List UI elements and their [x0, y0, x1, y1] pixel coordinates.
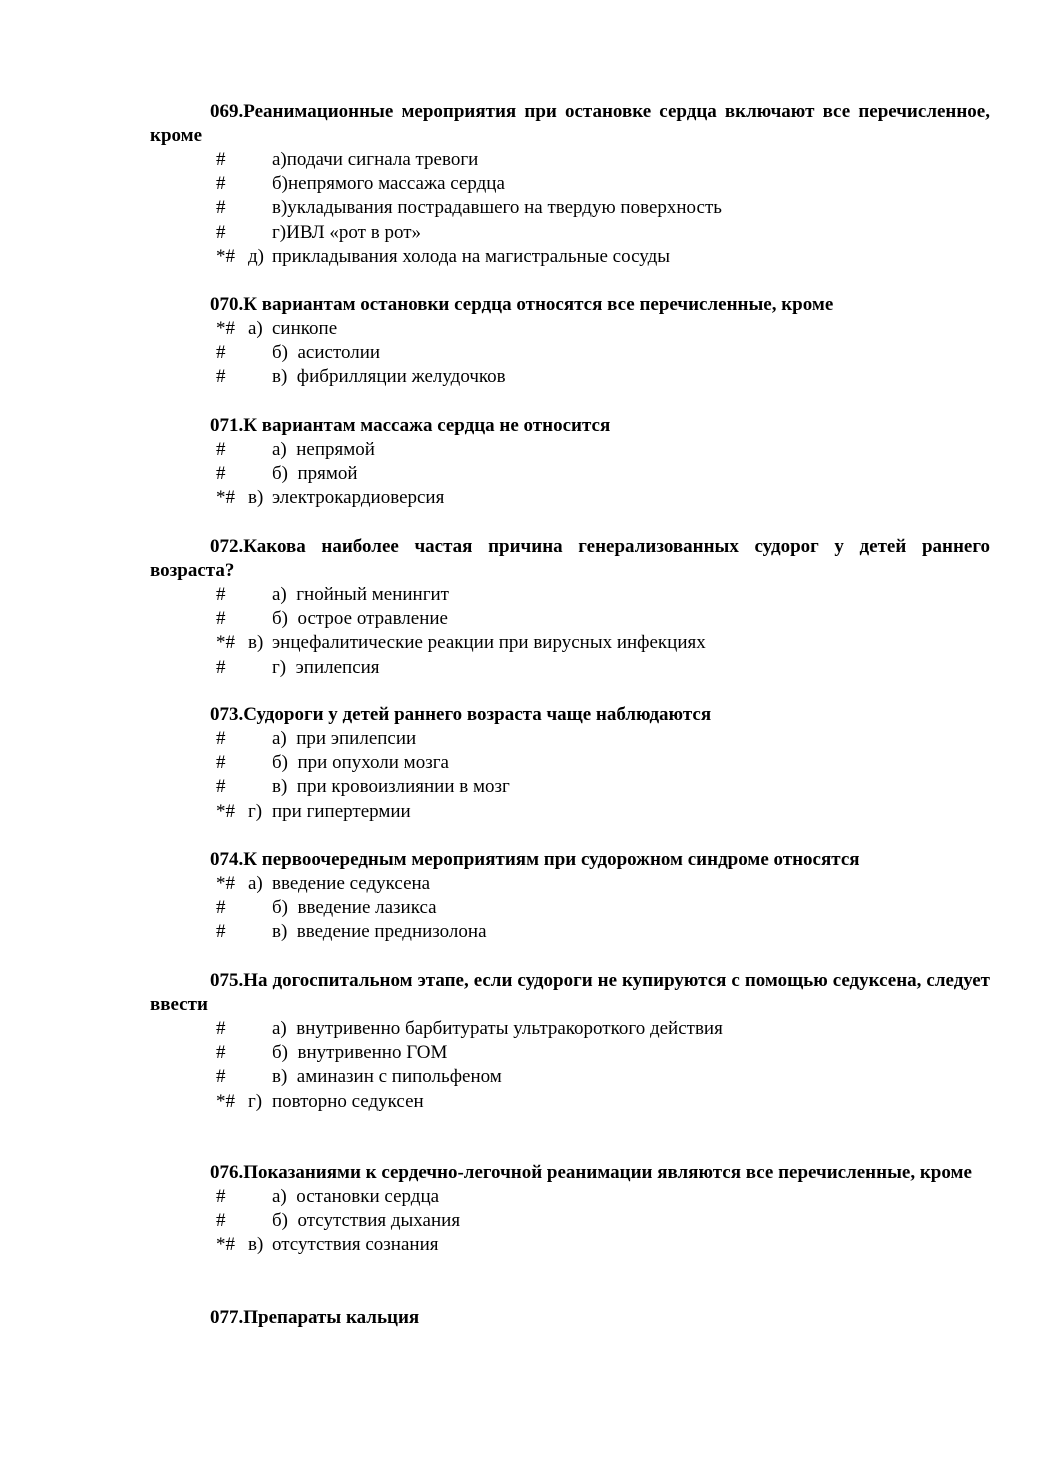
answer-mark: *# [216, 1090, 235, 1112]
answer-letter: а) [248, 318, 263, 339]
answer-mark: *# [216, 873, 235, 894]
answer-option [150, 1017, 990, 1041]
question-075 [150, 969, 990, 1114]
answer-letter: г) [248, 800, 263, 822]
question-number: 074. [210, 849, 244, 870]
question-number: 072. [210, 536, 244, 557]
answer-text: а) остановки сердца [272, 1186, 440, 1207]
answer-option [150, 148, 990, 172]
question-number: 070. [210, 294, 244, 315]
answer-mark: # [216, 197, 226, 219]
answer-option [150, 196, 990, 220]
question-title [150, 414, 990, 438]
question-title [150, 1306, 990, 1330]
question-text: К вариантам остановки сердца относятся все перечисленные, кроме [243, 294, 834, 315]
answer-mark: # [216, 1066, 226, 1088]
answer-letter: д) [248, 245, 264, 267]
answer-mark: # [216, 728, 226, 749]
question-text: Реанимационные мероприятия при остановке сердца включают все перечисленное, кроме [150, 101, 990, 146]
question-text: На догоспитальном этапе, если судороги не купируются с помощью седуксена, следует ввести [150, 970, 990, 1015]
answer-text: б) внутривенно ГОМ [272, 1042, 448, 1064]
question-number: 076. [210, 1162, 244, 1183]
answer-mark: *# [216, 245, 235, 267]
answer-text: а) внутривенно барбитураты ультракороткого действия [272, 1018, 723, 1039]
answer-option [150, 221, 990, 245]
question-title [150, 293, 990, 317]
answer-text: в) фибрилляции желудочков [272, 366, 506, 388]
answer-text: энцефалитические реакции при вирусных инфекциях [272, 632, 706, 654]
answer-text: г) эпилепсия [272, 656, 380, 678]
answer-text: б)непрямого массажа сердца [272, 173, 505, 195]
question-number: 069. [210, 101, 244, 122]
answer-text: б) острое отравление [272, 608, 448, 630]
answer-mark: # [216, 149, 226, 170]
answer-mark: *# [216, 1234, 235, 1256]
answer-option-correct [150, 631, 990, 655]
question-title [150, 703, 990, 727]
answer-option [150, 341, 990, 365]
answer-mark: # [216, 656, 226, 678]
answer-option-correct [150, 1233, 990, 1257]
question-069 [150, 100, 990, 269]
answer-option [150, 656, 990, 680]
question-073 [150, 703, 990, 824]
answer-mark: *# [216, 800, 235, 822]
answer-text: повторно седуксен [272, 1090, 424, 1112]
question-text: Показаниями к сердечно-легочной реанимации являются все перечисленные, кроме [243, 1162, 972, 1183]
answer-letter: в) [248, 487, 264, 509]
answer-text: введение седуксена [272, 873, 431, 894]
answer-text: в) аминазин с пипольфеном [272, 1066, 502, 1088]
question-title [150, 969, 990, 1017]
answer-option [150, 583, 990, 607]
answer-text: б) введение лазикса [272, 897, 437, 919]
question-text: К первоочередным мероприятиям при судорожном синдроме относятся [243, 849, 860, 870]
answer-option [150, 896, 990, 920]
answer-option [150, 172, 990, 196]
answer-mark: # [216, 1186, 226, 1207]
answer-option [150, 727, 990, 751]
question-text: К вариантам массажа сердца не относится [243, 415, 611, 436]
answer-text: б) асистолии [272, 342, 381, 364]
answer-option [150, 1185, 990, 1209]
answer-mark: # [216, 776, 226, 798]
answer-text: отсутствия сознания [272, 1234, 439, 1256]
answer-text: б) при опухоли мозга [272, 752, 449, 774]
answer-mark: # [216, 752, 226, 774]
answer-mark: # [216, 439, 226, 460]
answer-option-correct [150, 800, 990, 824]
question-071 [150, 414, 990, 511]
answer-mark: # [216, 1210, 226, 1232]
answer-option [150, 462, 990, 486]
answer-text: а) гнойный менингит [272, 584, 449, 605]
answer-mark: # [216, 608, 226, 630]
answer-option [150, 751, 990, 775]
answer-option-correct [150, 872, 990, 896]
answer-letter: в) [248, 1234, 264, 1256]
answer-letter: г) [248, 1090, 263, 1112]
answer-mark: # [216, 1018, 226, 1039]
answer-option [150, 775, 990, 799]
answer-mark: *# [216, 632, 235, 654]
answer-text: прикладывания холода на магистральные сосуды [272, 245, 670, 267]
answer-mark: # [216, 173, 226, 195]
answer-text: синкопе [272, 318, 338, 339]
question-title [150, 535, 990, 583]
answer-option-correct [150, 486, 990, 510]
question-number: 077. [210, 1307, 244, 1328]
question-076 [150, 1161, 990, 1258]
question-text: Судороги у детей раннего возраста чаще наблюдаются [243, 704, 712, 725]
answer-text: а) непрямой [272, 439, 375, 460]
question-070 [150, 293, 990, 390]
answer-text: при гипертермии [272, 800, 411, 822]
answer-option [150, 1209, 990, 1233]
answer-mark: # [216, 221, 226, 243]
answer-mark: # [216, 463, 226, 485]
answer-mark: *# [216, 487, 235, 509]
answer-text: в) при кровоизлиянии в мозг [272, 776, 510, 798]
answer-option [150, 438, 990, 462]
question-072 [150, 535, 990, 680]
answer-option [150, 365, 990, 389]
answer-text: г)ИВЛ «рот в рот» [272, 221, 422, 243]
answer-option-correct [150, 317, 990, 341]
answer-mark: # [216, 366, 226, 388]
answer-mark: # [216, 584, 226, 605]
answer-option [150, 920, 990, 944]
answer-mark: # [216, 342, 226, 364]
answer-letter: а) [248, 873, 263, 894]
answer-mark: *# [216, 318, 235, 339]
question-text: Какова наиболее частая причина генерализованных судорог у детей раннего возраста? [150, 536, 990, 581]
answer-text: а)подачи сигнала тревоги [272, 149, 479, 170]
answer-text: а) при эпилепсии [272, 728, 417, 749]
answer-mark: # [216, 921, 226, 943]
answer-mark: # [216, 897, 226, 919]
question-number: 075. [210, 970, 244, 991]
question-077 [150, 1306, 990, 1330]
question-text: Препараты кальция [243, 1307, 420, 1328]
answer-option [150, 1065, 990, 1089]
question-number: 071. [210, 415, 244, 436]
question-number: 073. [210, 704, 244, 725]
answer-option-correct [150, 1090, 990, 1114]
answer-letter: в) [248, 632, 264, 654]
question-074 [150, 848, 990, 945]
answer-text: в)укладывания пострадавшего на твердую поверхность [272, 197, 722, 219]
answer-mark: # [216, 1042, 226, 1064]
answer-text: б) отсутствия дыхания [272, 1210, 461, 1232]
answer-text: б) прямой [272, 463, 358, 485]
question-title [150, 1161, 990, 1185]
answer-option-correct [150, 245, 990, 269]
answer-option [150, 607, 990, 631]
question-title [150, 848, 990, 872]
answer-option [150, 1041, 990, 1065]
answer-text: электрокардиоверсия [272, 487, 445, 509]
answer-text: в) введение преднизолона [272, 921, 487, 943]
question-title [150, 100, 990, 148]
